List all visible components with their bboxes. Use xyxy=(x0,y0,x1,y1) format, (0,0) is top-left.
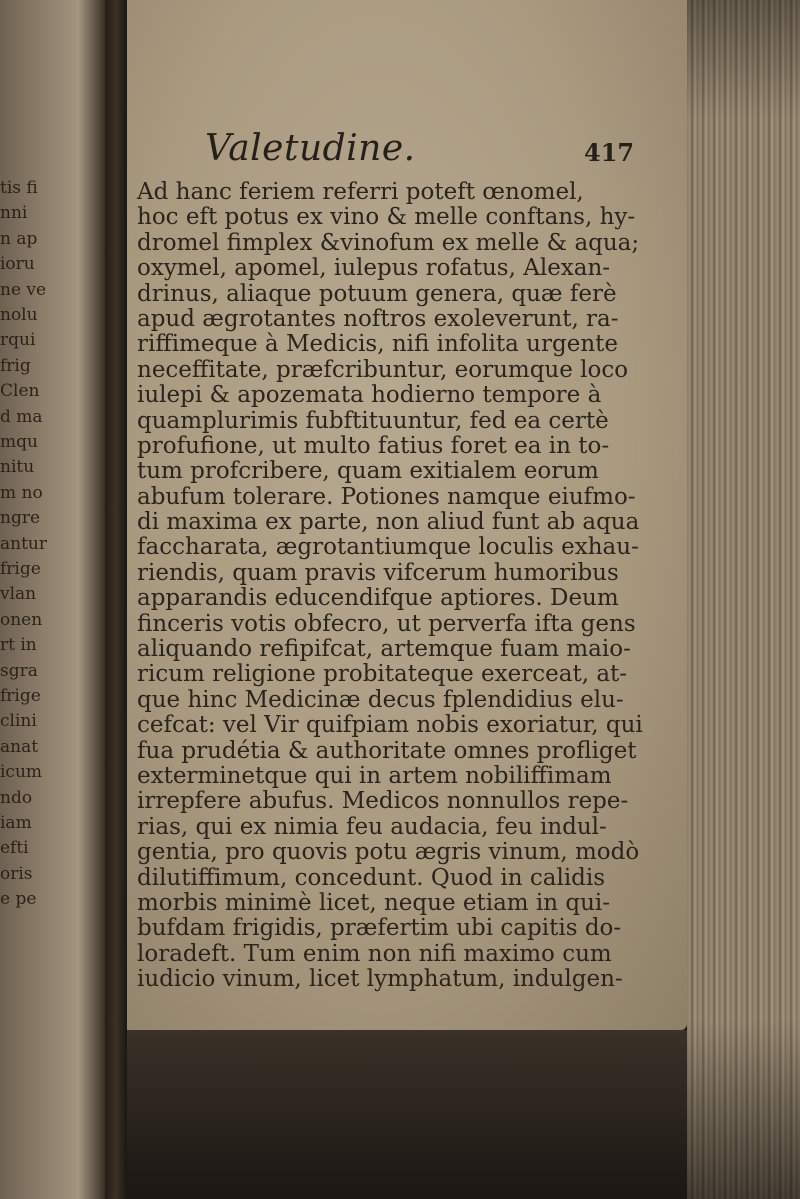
left-page-fragment: frige xyxy=(0,561,41,578)
left-page-fragment: n ap xyxy=(0,230,38,248)
page-shadow xyxy=(127,1030,687,1199)
left-page-fragment: tis fi xyxy=(0,180,38,197)
left-page-fragment: ne ve xyxy=(0,281,47,299)
left-page-fragment: nitu xyxy=(0,459,35,477)
left-page-fragment: frige xyxy=(0,688,41,705)
text-line: Ad hanc feriem referri poteft œnomel, xyxy=(137,179,584,205)
text-line: iulepi & apozemata hodierno tempore à xyxy=(137,382,602,409)
left-page-strip xyxy=(0,0,105,1199)
left-page-fragment: ngre xyxy=(0,510,41,528)
page-number: 417 xyxy=(584,138,635,167)
left-page-fragment: efti xyxy=(0,840,29,858)
left-page-fragment: frig xyxy=(0,357,31,375)
left-page-fragment: oris xyxy=(0,865,33,883)
left-page-fragment: nolu xyxy=(0,307,38,324)
text-line: cefcat: vel Vir quifpiam nobis exoriatur, qui xyxy=(137,712,643,739)
text-line: apparandis educendifque aptiores. Deum xyxy=(137,585,619,612)
text-line: loradeft. Tum enim non nifi maximo cum xyxy=(137,940,612,967)
body-text xyxy=(137,180,677,993)
text-line: tum profcribere, quam exitialem eorum xyxy=(137,458,599,485)
text-line: irrepfere abufus. Medicos nonnullos repe- xyxy=(137,788,629,815)
left-page-fragment: icum xyxy=(0,764,43,782)
text-line: profufione, ut multo fatius foret ea in to- xyxy=(137,432,610,459)
left-page-fragment: e pe xyxy=(0,891,37,909)
left-page-fragment: vlan xyxy=(0,586,37,604)
text-line: dilutiffimum, concedunt. Quod in calidis xyxy=(137,864,606,891)
left-page-fragment: ndo xyxy=(0,789,33,807)
left-page-fragment: d ma xyxy=(0,408,43,426)
text-line: riffimeque à Medicis, nifi infolita urgente xyxy=(137,331,618,358)
text-line: iudicio vinum, licet lymphatum, indulgen- xyxy=(137,966,623,993)
text-line: ricum religione probitateque exerceat, at- xyxy=(137,661,628,688)
page-header xyxy=(127,128,687,176)
left-page-fragment: sgra xyxy=(0,662,38,680)
text-line: dromel fimplex &vinofum ex melle & aqua; xyxy=(137,229,640,256)
text-line: gentia, pro quovis potu ægris vinum, modò xyxy=(137,839,640,866)
left-page-fragment: ioru xyxy=(0,256,35,274)
left-page-fragment: iam xyxy=(0,815,32,832)
left-page-fragment: m no xyxy=(0,484,43,502)
left-page-fragment: onen xyxy=(0,611,43,629)
left-page-fragment: antur xyxy=(0,535,47,553)
book-gutter xyxy=(105,0,127,1199)
book-page-edges xyxy=(687,0,800,1199)
text-line: rias, qui ex nimia feu audacia, feu indul- xyxy=(137,813,607,840)
text-line: morbis minimè licet, neque etiam in qui- xyxy=(137,889,611,916)
left-page-fragment: mqu xyxy=(0,434,38,451)
running-title: Valetudine. xyxy=(205,128,416,169)
text-line: abufum tolerare. Potiones namque eiufmo- xyxy=(137,483,636,510)
text-line: finceris votis obfecro, ut perverfa ifta gens xyxy=(137,610,636,637)
text-line: apud ægrotantes noftros exoleverunt, ra- xyxy=(137,305,619,332)
left-page-fragment: Clen xyxy=(0,383,40,401)
text-line: riendis, quam pravis vifcerum humoribus xyxy=(137,559,619,586)
text-line: fua prudétia & authoritate omnes profliget xyxy=(137,737,637,764)
text-line: aliquando refipifcat, artemque fuam maio- xyxy=(137,636,631,663)
text-line: que hinc Medicinæ decus fplendidius elu- xyxy=(137,686,624,713)
book-page xyxy=(127,0,687,1030)
text-line: bufdam frigidis, præfertim ubi capitis do- xyxy=(137,915,622,942)
text-line: hoc eft potus ex vino & melle conftans, hy- xyxy=(137,204,636,231)
text-line: di maxima ex parte, non aliud funt ab aqua xyxy=(137,509,640,536)
left-page-fragment: clini xyxy=(0,713,37,731)
text-line: faccharata, ægrotantiumque loculis exhau- xyxy=(137,534,639,561)
left-page-fragment: nni xyxy=(0,205,28,223)
left-page-fragment: rqui xyxy=(0,332,36,350)
text-line: quamplurimis fubftituuntur, fed ea certè xyxy=(137,407,609,434)
text-line: exterminetque qui in artem nobiliffimam xyxy=(137,762,612,789)
left-page-fragment: anat xyxy=(0,738,39,756)
text-line: drinus, aliaque potuum genera, quæ ferè xyxy=(137,280,617,307)
text-line: oxymel, apomel, iulepus rofatus, Alexan- xyxy=(137,255,611,282)
text-line: neceffitate, præfcribuntur, eorumque loco xyxy=(137,356,629,383)
left-page-fragment: rt in xyxy=(0,637,37,655)
